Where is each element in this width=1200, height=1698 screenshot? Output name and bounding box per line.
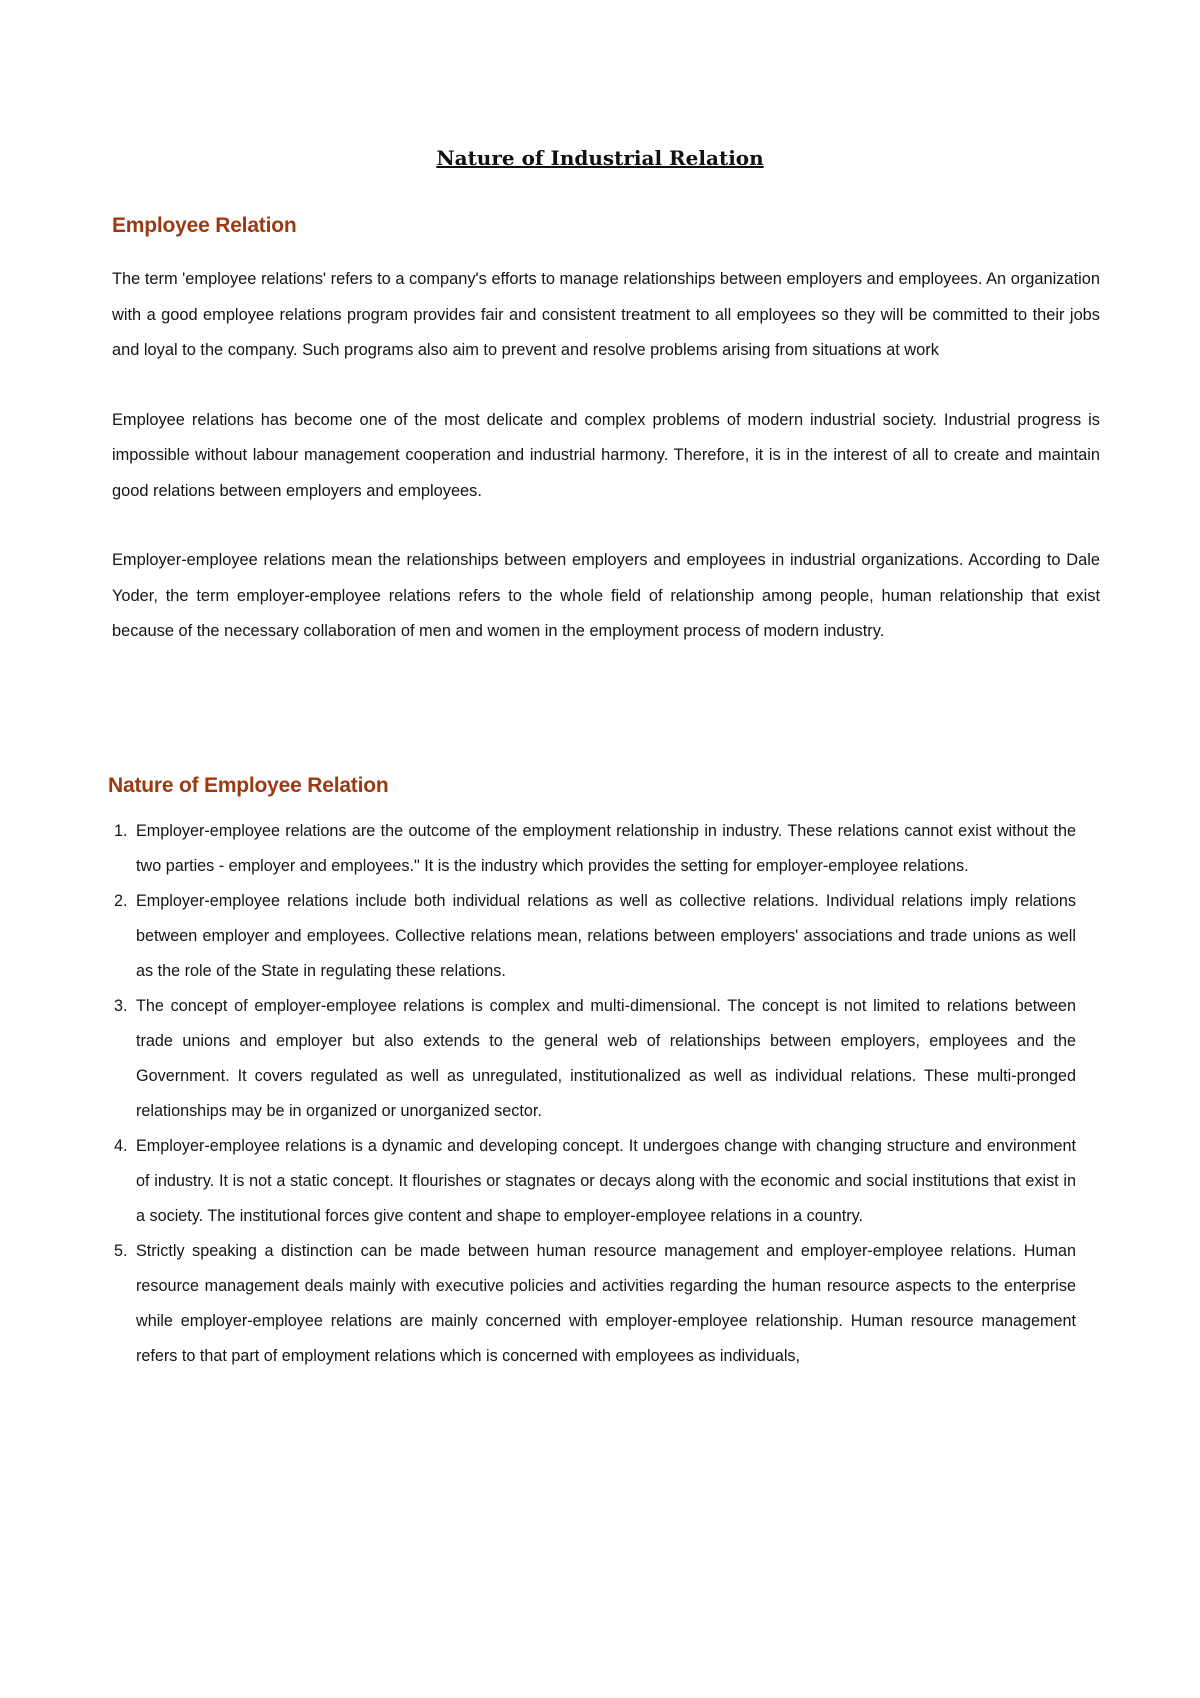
paragraph: The term 'employee relations' refers to a company's efforts to manage relationships between employers and employees. An organization with a good employee relations program provides fair and consistent treatment to all employees so they will be committed to their jobs and loyal to the company. Such programs also aim to prevent and resolve problems arising from situations at work [112, 270, 1100, 359]
list-item-text: The concept of employer-employee relations is complex and multi-dimensional. The concept is not limited to relations between trade unions and employer but also extends to the general web of relationships between employers, employees and the Government. It covers regulated as well as unregulated, institutionalized as well as individual relations. These multi-pronged relationships may be in organized or unorganized sector. [136, 997, 1076, 1120]
list-item-number: 4. [114, 1137, 128, 1155]
section-employee-relation [112, 214, 1100, 684]
list-item-number: 3. [114, 997, 128, 1015]
nature-list [108, 814, 1076, 1374]
list-item [114, 884, 1076, 989]
list-item-text: Employer-employee relations are the outcome of the employment relationship in industry. These relations cannot exist without the two parties - employer and employees." It is the industry which provides the setting for employer-employee relations. [136, 822, 1076, 875]
list-item [114, 1234, 1076, 1374]
document-title: Nature of Industrial Relation [436, 146, 764, 170]
section-nature-of-employee-relation [108, 774, 1076, 1374]
list-item [114, 1129, 1076, 1234]
list-item-number: 2. [114, 892, 128, 910]
list-item-text: Strictly speaking a distinction can be made between human resource management and employer-employee relations. Human resource management deals mainly with executive policies and activities regarding the human resource aspects to the enterprise while employer-employee relations are mainly concerned with employer-employee relationship. Human resource management refers to that part of employment relations which is concerned with employees as individuals, [136, 1242, 1076, 1365]
paragraph: Employer-employee relations mean the relationships between employers and employees in industrial organizations. According to Dale Yoder, the term employer-employee relations refers to the whole field of relationship among people, human relationship that exist because of the necessary collaboration of men and women in the employment process of modern industry. [112, 551, 1100, 640]
list-item-text: Employer-employee relations is a dynamic and developing concept. It undergoes change with changing structure and environment of industry. It is not a static concept. It flourishes or stagnates or decays along with the economic and social institutions that exist in a society. The institutional forces give content and shape to employer-employee relations in a country. [136, 1137, 1076, 1225]
paragraph: Employee relations has become one of the most delicate and complex problems of modern industrial society. Industrial progress is impossible without labour management cooperation and industrial harmony. Therefore, it is in the interest of all to create and maintain good relations between employers and employees. [112, 410, 1100, 500]
list-item-number: 1. [114, 822, 128, 840]
list-item [114, 989, 1076, 1129]
list-item [114, 814, 1076, 884]
list-item-text: Employer-employee relations include both individual relations as well as collective relations. Individual relations imply relations between employer and employees. Collective relations mean, relations between employers' associations and trade unions as well as the role of the State in regulating these relations. [136, 892, 1076, 980]
list-item-number: 5. [114, 1242, 128, 1260]
section-heading-employee-relation: Employee Relation [112, 214, 297, 237]
section-heading-nature-of-employee-relation: Nature of Employee Relation [108, 774, 389, 797]
